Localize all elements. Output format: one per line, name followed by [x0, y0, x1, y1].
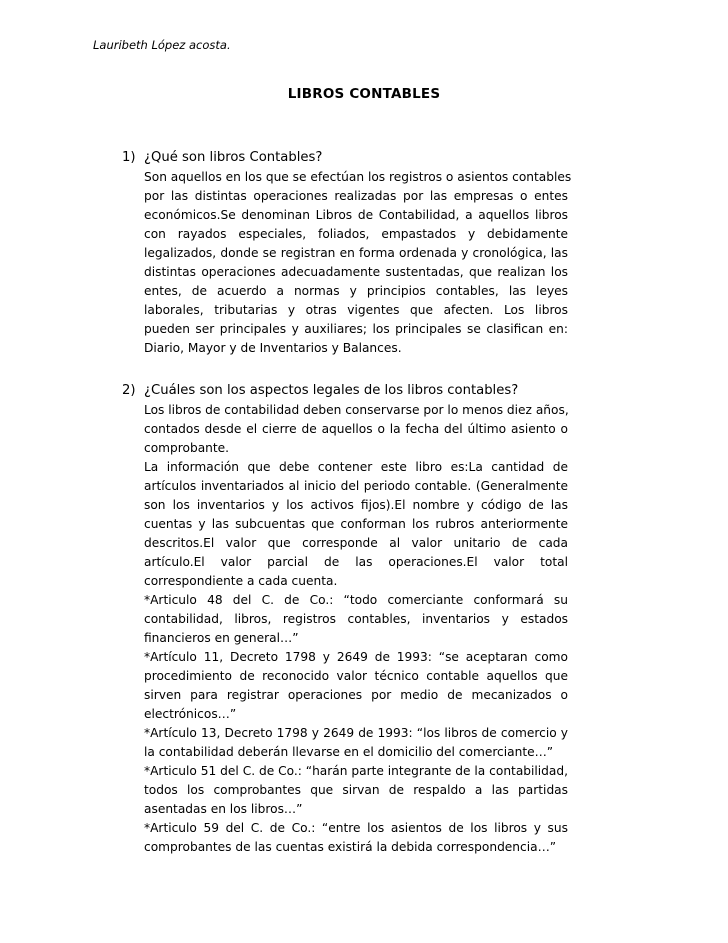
item-answer [144, 401, 568, 857]
text-line: asentadas en los libros…” [144, 802, 303, 816]
text-line: *Artículo 11, Decreto 1798 y 2649 de 1993: “se aceptaran como [144, 650, 568, 664]
question-item-2 [122, 381, 577, 857]
text-line: contados desde el cierre de aquellos o la fecha del último asiento o [144, 422, 568, 436]
author-name: Lauribeth López acosta. [93, 38, 231, 52]
text-line: son los inventarios y los activos fijos).El nombre y código de las [144, 498, 568, 512]
text-line: *Artículo 13, Decreto 1798 y 2649 de 1993: “los libros de comercio y [144, 726, 568, 740]
text-line: *Articulo 48 del C. de Co.: “todo comerciante conformará su [144, 593, 568, 607]
text-line: *Articulo 59 del C. de Co.: “entre los asientos de los libros y sus [144, 821, 568, 835]
text-line: con rayados especiales, foliados, empastados y debidamente [144, 227, 568, 241]
answer-paragraph [144, 591, 568, 648]
question-item-1 [122, 148, 577, 358]
text-line: electrónicos…” [144, 707, 237, 721]
text-line: cuentas y las subcuentas que conforman los rubros anteriormente [144, 517, 568, 531]
answer-paragraph [144, 401, 568, 458]
text-line: económicos.Se denominan Libros de Contabilidad, a aquellos libros [144, 208, 568, 222]
text-line: procedimiento de reconocido valor técnico contable aquellos que [144, 669, 568, 683]
item-question: ¿Cuáles son los aspectos legales de los libros contables? [144, 383, 519, 398]
text-line: todos los comprobantes que sirvan de respaldo a las partidas [144, 783, 568, 797]
item-number: 2) [122, 383, 136, 398]
text-line: artículo.El valor parcial de las operaciones.El valor total [144, 555, 568, 569]
page-title: LIBROS CONTABLES [287, 86, 441, 102]
text-line: legalizados, donde se registran en forma ordenada y cronológica, las [144, 246, 568, 260]
text-line: artículos inventariados al inicio del periodo contable. (Generalmente [144, 479, 568, 493]
text-line: pueden ser principales y auxiliares; los principales se clasifican en: [144, 322, 568, 336]
answer-paragraph [144, 819, 568, 857]
text-line: Son aquellos en los que se efectúan los registros o asientos contables [144, 170, 572, 184]
text-line: por las distintas operaciones realizadas por las empresas o entes [144, 189, 568, 203]
text-line: *Articulo 51 del C. de Co.: “harán parte integrante de la contabilidad, [144, 764, 568, 778]
item-question: ¿Qué son libros Contables? [144, 150, 323, 165]
text-line: sirven para registrar operaciones por medio de mecanizados o [144, 688, 568, 702]
text-line: Los libros de contabilidad deben conservarse por lo menos diez años, [144, 403, 569, 417]
item-answer [144, 168, 572, 358]
text-line: comprobantes de las cuentas existirá la debida correspondencia…” [144, 840, 557, 854]
answer-paragraph [144, 648, 568, 724]
text-line: contabilidad, libros, registros contables, inventarios y estados [144, 612, 568, 626]
answer-paragraph [144, 458, 568, 591]
text-line: comprobante. [144, 441, 230, 455]
text-line: distintas operaciones adecuadamente sustentadas, que realizan los [144, 265, 568, 279]
answer-paragraph [144, 168, 572, 358]
text-line: laborales, tributarias y otras vigentes que afecten. Los libros [144, 303, 568, 317]
text-line: descritos.El valor que corresponde al valor unitario de cada [144, 536, 568, 550]
text-line: La información que debe contener este libro es:La cantidad de [144, 460, 568, 474]
answer-paragraph [144, 724, 568, 762]
text-line: correspondiente a cada cuenta. [144, 574, 338, 588]
text-line: Diario, Mayor y de Inventarios y Balances. [144, 341, 402, 355]
answer-paragraph [144, 762, 568, 819]
text-line: entes, de acuerdo a normas y principios contables, las leyes [144, 284, 568, 298]
text-line: la contabilidad deberán llevarse en el domicilio del comerciante…” [144, 745, 554, 759]
item-number: 1) [122, 150, 136, 165]
text-line: financieros en general…” [144, 631, 299, 645]
